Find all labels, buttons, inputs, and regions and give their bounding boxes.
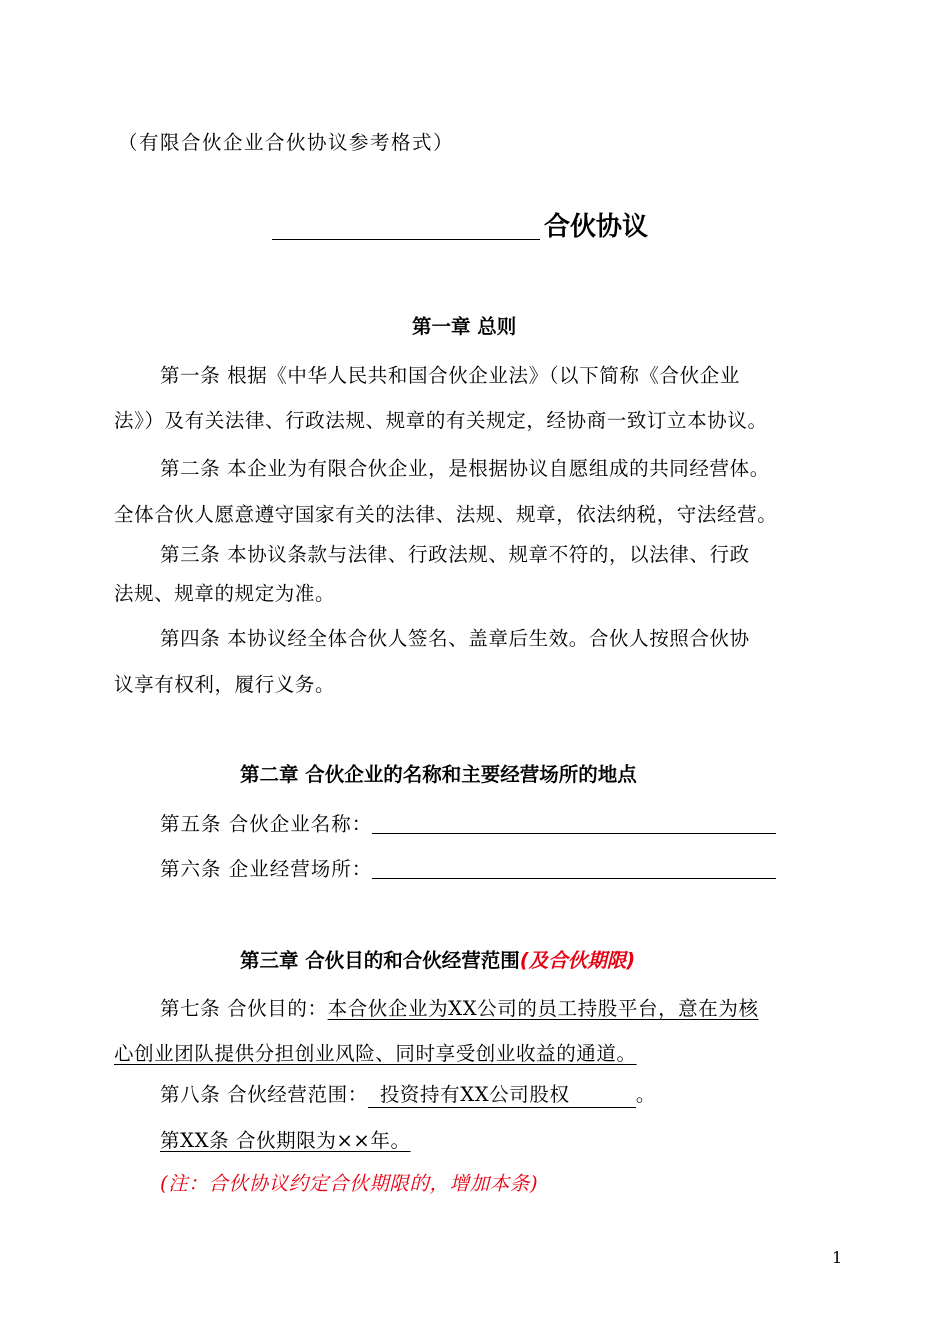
chapter-3-heading-note: (及合伙期限) [519,949,636,972]
article-xx [160,1131,880,1151]
enterprise-name-blank[interactable] [372,813,776,834]
chapter-3-heading [240,951,635,971]
title-name-blank[interactable] [272,215,540,240]
title-text: 合伙协议 [544,212,649,242]
chapter-3-heading-text: 第三章 合伙目的和合伙经营范围 [240,949,520,972]
article-5 [160,813,776,834]
chapter-1-line-2: 法》）及有关法律、行政法规、规章的有关规定，经协商一致订立本协议。 [114,409,768,432]
chapter-2-heading: 第二章 合伙企业的名称和主要经营场所的地点 [240,763,637,786]
article-8-label: 第八条 合伙经营范围： [160,1083,368,1106]
article-xx-text: 第XX条 合伙期限为××年。 [160,1129,411,1152]
article-7-text-1: 本合伙企业为XX公司的员工持股平台，意在为核 [327,997,759,1020]
business-scope-field[interactable] [368,1085,636,1108]
article-6-label: 第六条 企业经营场所： [160,857,373,881]
business-scope-value: 投资持有XX公司股权 [379,1083,570,1106]
term-note: (注：合伙协议约定合伙期限的，增加本条) [160,1172,539,1195]
article-7-line-1 [160,999,880,1019]
page-number: 1 [832,1248,843,1267]
article-8-end: 。 [635,1083,656,1106]
document-subtitle: （有限合伙企业合伙协议参考格式） [118,131,455,154]
chapter-1-line-8: 议享有权利，履行义务。 [114,673,336,696]
chapter-1-line-3: 第二条 本企业为有限合伙企业，是根据协议自愿组成的共同经营体。 [160,457,770,480]
document-title [272,214,648,240]
chapter-1-line-5: 第三条 本协议条款与法律、行政法规、规章不符的，以法律、行政 [160,543,750,566]
chapter-1-line-7: 第四条 本协议经全体合伙人签名、盖章后生效。合伙人按照合伙协 [160,627,750,650]
chapter-1-line-4: 全体合伙人愿意遵守国家有关的法律、法规、规章，依法纳税，守法经营。 [114,503,778,526]
article-7-line-2 [114,1044,834,1064]
chapter-1-line-6: 法规、规章的规定为准。 [114,582,336,605]
business-location-blank[interactable] [372,858,776,879]
article-8 [160,1085,880,1108]
article-6 [160,858,776,879]
chapter-1-line-1: 第一条 根据《中华人民共和国合伙企业法》（以下简称《合伙企业 [160,364,740,387]
article-7-text-2: 心创业团队提供分担创业风险、同时享受创业收益的通道。 [114,1042,637,1065]
chapter-1-heading: 第一章 总则 [412,315,517,338]
article-5-label: 第五条 合伙企业名称： [160,812,373,836]
article-7-label: 第七条 合伙目的： [160,997,328,1020]
